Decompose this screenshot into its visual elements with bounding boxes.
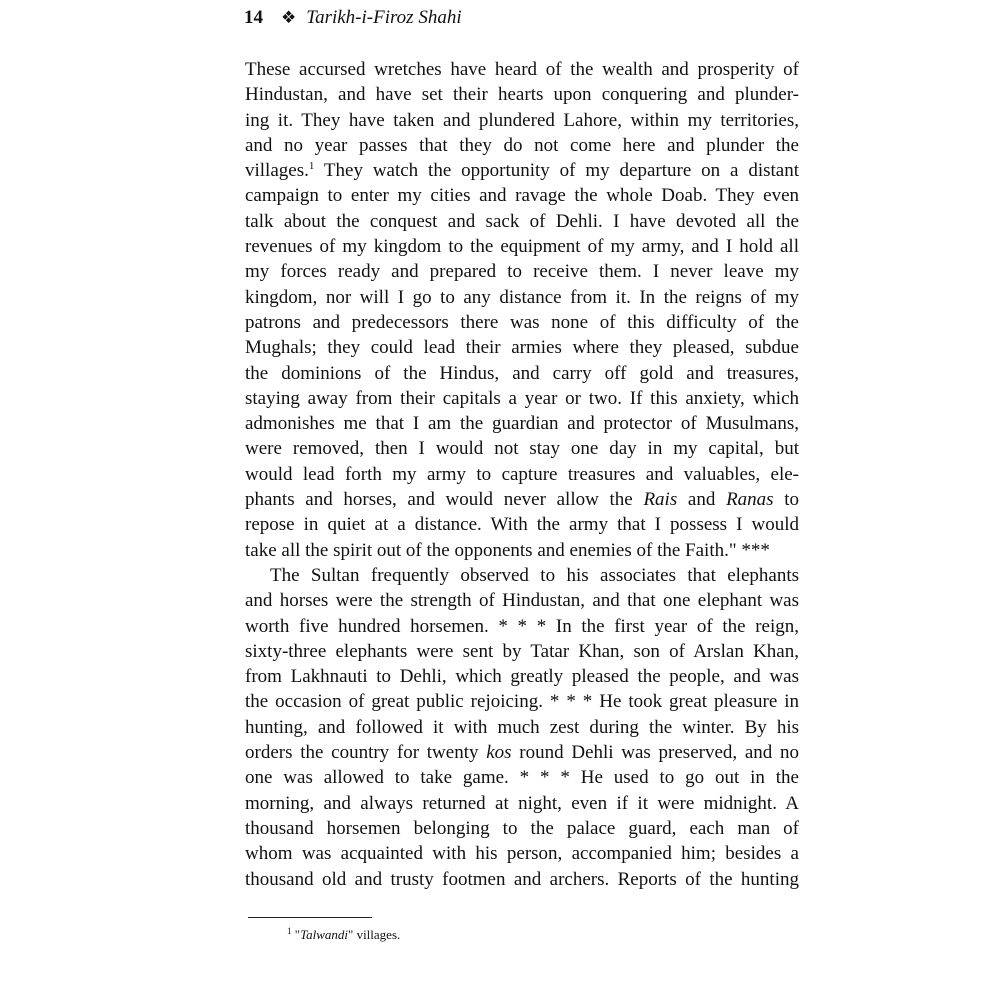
footnote-text: villages. [353,927,401,942]
footnote-open-quote: " [294,927,301,942]
text-line: from Lakhnauti to Dehli, which greatly pleased the people, and was [245,666,799,688]
ornament-icon: ❖ [281,8,297,27]
footnote-divider [248,917,372,918]
text-line: and no year passes that they do not come here and plunder the [245,134,799,156]
running-head [244,6,462,30]
italic-term: kos [486,742,512,764]
paragraph-start-line: The Sultan frequently observed to his associates that elephants [270,564,799,586]
text-line: sixty-three elephants were sent by Tatar Khan, son of Arslan Khan, [245,640,799,662]
text-line: the occasion of great public rejoicing. * * * He took great pleasure in [245,691,799,713]
footnote-reference: 1 [308,160,315,173]
text-line: thousand old and trusty footmen and archers. Reports of the hunting [245,868,799,890]
text-line: and horses were the strength of Hindustan, and that one elephant was [245,590,799,612]
text-line: hunting, and followed it with much zest during the winter. By his [245,716,799,738]
text-line: staying away from their capitals a year or two. If this anxiety, which [245,387,799,409]
text-segment: round Dehli was preserved, and no [519,742,800,764]
text-line: kingdom, nor will I go to any distance from it. In the reigns of my [245,286,799,308]
text-segment: phants and horses, and would never allow the [245,489,633,511]
text-segment: villages. [245,160,309,182]
footnote-marker: 1 [287,926,292,936]
book-title: Tarikh-i-Firoz Shahi [306,7,462,28]
italic-term: Ranas [726,489,774,511]
text-line: admonishes me that I am the guardian and protector of Musulmans, [245,413,799,435]
text-segment: to [784,489,800,511]
text-line: my forces ready and prepared to receive them. I never leave my [245,261,799,283]
text-line: Mughals; they could lead their armies where they pleased, subdue [245,337,799,359]
text-line: would lead forth my army to capture treasures and valuables, ele- [245,463,799,485]
text-segment: orders the country for twenty [245,742,479,764]
text-line [245,158,799,183]
body-text [245,57,799,892]
text-line: campaign to enter my cities and ravage the whole Doab. They even [245,185,799,207]
text-line: take all the spirit out of the opponents and enemies of the Faith." *** [245,539,770,561]
text-line: talk about the conquest and sack of Dehli. I have devoted all the [245,210,799,232]
text-line: one was allowed to take game. * * * He used to go out in the [245,767,799,789]
italic-term: Rais [643,489,678,511]
text-line: whom was acquainted with his person, accompanied him; besides a [245,843,799,865]
footnote-close-quote: " [348,927,354,942]
text-line: revenues of my kingdom to the equipment of my army, and I hold all [245,236,799,258]
text-line: thousand horsemen belonging to the palace guard, each man of [245,817,799,839]
text-line [245,740,799,765]
text-line: the dominions of the Hindus, and carry off gold and treasures, [245,362,799,384]
page-number: 14 [244,7,263,28]
text-line: morning, and always returned at night, even if it were midnight. A [245,792,799,814]
text-line: were removed, then I would not stay one day in my capital, but [245,438,799,460]
text-line: repose in quiet at a distance. With the army that I possess I would [245,514,799,536]
text-segment: and [687,489,716,511]
footnote-term: Talwandi [300,927,348,942]
text-line: patrons and predecessors there was none of this difficulty of the [245,311,799,333]
footnote [287,926,400,944]
text-line: ing it. They have taken and plundered Lahore, within my territories, [245,109,799,131]
text-line: These accursed wretches have heard of the wealth and prosperity of [245,59,799,80]
text-line [245,487,799,512]
text-line: Hindustan, and have set their hearts upon conquering and plunder- [245,84,799,106]
text-line: worth five hundred horsemen. * * * In the first year of the reign, [245,615,799,637]
text-segment: They watch the opportunity of my departure on a distant [323,160,799,182]
